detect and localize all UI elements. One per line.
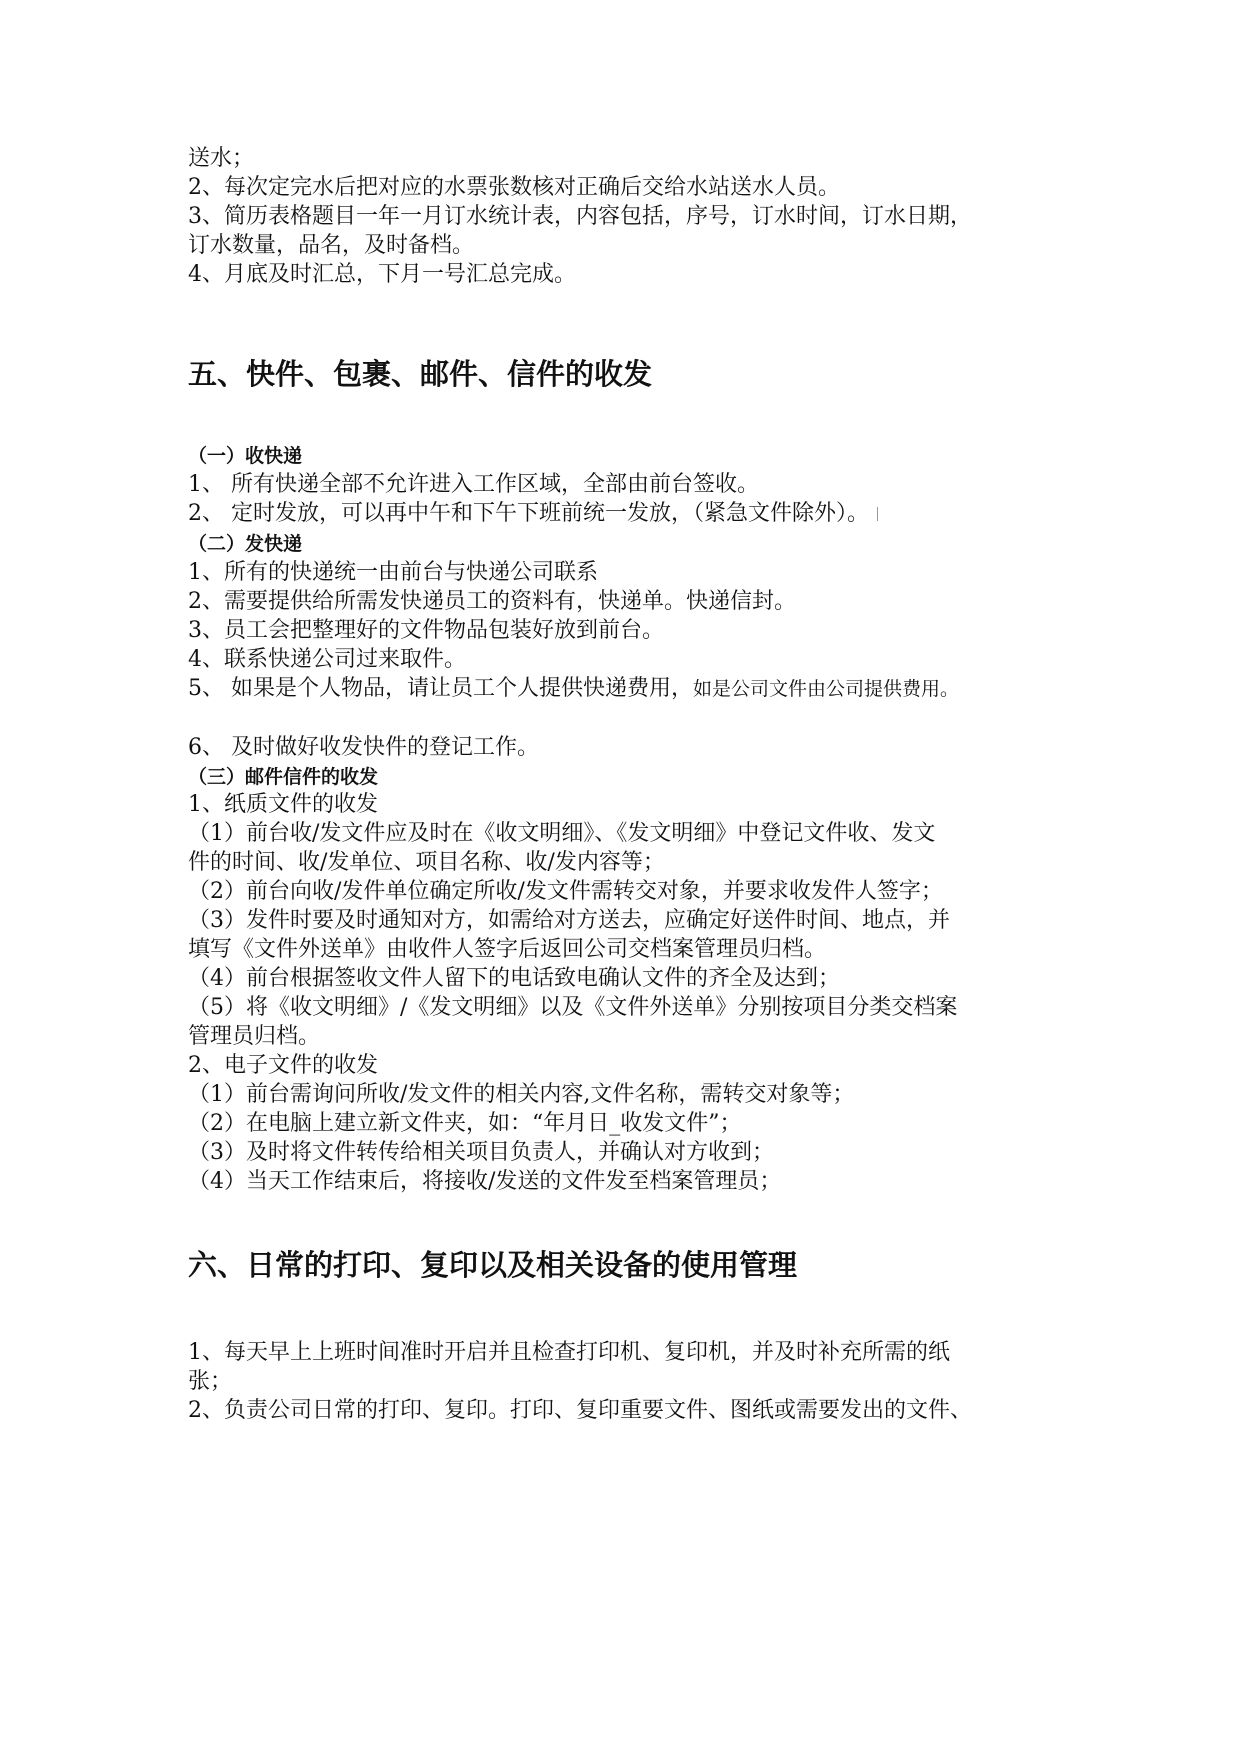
text-line	[188, 676, 959, 702]
subsection-heading: （一）收快递	[188, 445, 303, 467]
text-line: （3）及时将文件转传给相关项目负责人，并确认对方收到；	[188, 1140, 774, 1165]
section-heading: 六、日常的打印、复印以及相关设备的使用管理	[188, 1248, 798, 1282]
text-line: 订水数量，品名，及时备档。	[188, 233, 475, 258]
text-line: 2、需要提供给所需发快递员工的资料有，快递单。快递信封。	[188, 589, 796, 614]
text-line: 2、每次定完水后把对应的水票张数核对正确后交给水站送水人员。	[188, 175, 840, 200]
text-line: 管理员归档。	[188, 1024, 321, 1049]
text-segment-small: 如是公司文件由公司提供费用。	[693, 678, 960, 700]
text-line: 4、联系快递公司过来取件。	[188, 647, 466, 672]
text-line: 件的时间、收/发单位、项目名称、收/发内容等；	[188, 850, 665, 875]
text-line: 填写《文件外送单》由收件人签字后返回公司交档案管理员归档。	[188, 937, 827, 962]
subsection-heading: （三）邮件信件的收发	[188, 766, 379, 788]
text-line: 2、电子文件的收发	[188, 1053, 378, 1078]
text-line: （3）发件时要及时通知对方，如需给对方送去，应确定好送件时间、地点，并	[188, 908, 950, 933]
text-line: 2、负责公司日常的打印、复印。打印、复印重要文件、图纸或需要发出的文件、	[188, 1398, 972, 1423]
text-line: 1、所有的快递统一由前台与快递公司联系	[188, 560, 598, 585]
text-line: （1）前台需询问所收/发文件的相关内容,文件名称，需转交对象等；	[188, 1082, 855, 1107]
text-line: 6、 及时做好收发快件的登记工作。	[188, 735, 539, 760]
text-line: （4）当天工作结束后，将接收/发送的文件发至档案管理员；	[188, 1169, 782, 1194]
text-line: 1、每天早上上班时间准时开启并且检查打印机、复印机，并及时补充所需的纸	[188, 1340, 950, 1365]
text-line: （4）前台根据签收文件人留下的电话致电确认文件的齐全及达到；	[188, 966, 840, 991]
text-line: （5）将《收文明细》/《发文明细》以及《文件外送单》分别按项目分类交档案	[188, 995, 958, 1020]
text-line	[188, 501, 878, 527]
text-line: 3、简历表格题目一年一月订水统计表，内容包括，序号，订水时间，订水日期，	[188, 204, 972, 229]
text-line: 4、月底及时汇总，下月一号汇总完成。	[188, 262, 576, 287]
text-line: （2）在电脑上建立新文件夹，如：“年月日_收发文件”；	[188, 1111, 742, 1136]
text-line: 张；	[188, 1369, 233, 1394]
text-line: 1、 所有快递全部不允许进入工作区域，全部由前台签收。	[188, 472, 759, 497]
text-segment: 2、 定时发放，可以再中午和下午下班前统一发放，（紧急文件除外）。	[188, 501, 869, 526]
text-line: （2）前台向收/发件单位确定所收/发文件需转交对象，并要求收发件人签字；	[188, 879, 943, 904]
subsection-heading: （二）发快递	[188, 533, 303, 555]
section-heading: 五、快件、包裹、邮件、信件的收发	[188, 357, 653, 391]
cursor-mark	[877, 507, 878, 521]
text-line: （1）前台收/发文件应及时在《收文明细》、《发文明细》中登记文件收、发文	[188, 821, 936, 846]
text-line: 送水；	[188, 146, 255, 171]
text-line: 1、纸质文件的收发	[188, 792, 378, 817]
text-segment: 5、 如果是个人物品，请让员工个人提供快递费用，	[188, 676, 693, 701]
text-line: 3、员工会把整理好的文件物品包装好放到前台。	[188, 618, 664, 643]
